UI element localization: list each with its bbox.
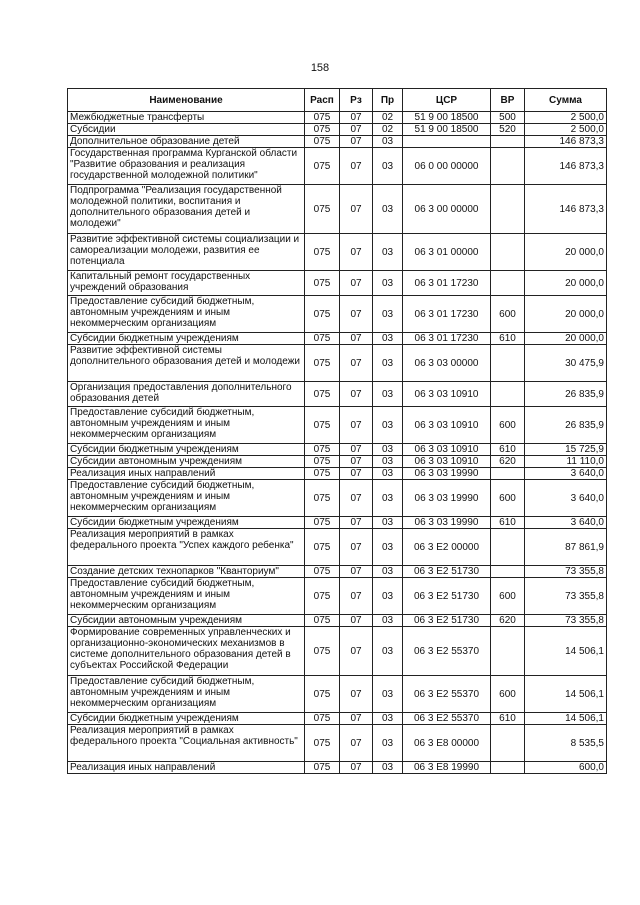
table-header-row	[68, 89, 607, 112]
cell-csr: 06 3 01 00000	[403, 234, 491, 271]
cell-vr	[491, 185, 525, 234]
cell-name: Развитие эффективной системы социализации и самореализации молодежи, развития ее потенциала	[68, 234, 305, 271]
cell-vr: 610	[491, 713, 525, 725]
cell-pr: 03	[373, 444, 403, 456]
cell-rasp: 075	[305, 529, 340, 566]
cell-sum: 146 873,3	[525, 185, 607, 234]
cell-csr: 06 3 03 00000	[403, 345, 491, 382]
cell-csr: 06 3 Е2 55370	[403, 627, 491, 676]
cell-vr: 500	[491, 112, 525, 124]
cell-sum: 600,0	[525, 762, 607, 774]
cell-csr: 51 9 00 18500	[403, 112, 491, 124]
cell-name: Предоставление субсидий бюджетным, автономным учреждениям и иным некоммерческим организациям	[68, 407, 305, 444]
cell-vr	[491, 762, 525, 774]
cell-name: Реализация мероприятий в рамках федерального проекта "Социальная активность"	[68, 725, 305, 762]
cell-name: Государственная программа Курганской области "Развитие образования и реализация государственной молодежной политики"	[68, 148, 305, 185]
cell-sum: 14 506,1	[525, 713, 607, 725]
cell-rasp: 075	[305, 468, 340, 480]
cell-name: Создание детских технопарков "Кванториум"	[68, 566, 305, 578]
column-header-csr: ЦСР	[403, 89, 491, 112]
cell-rz: 07	[340, 713, 373, 725]
cell-rasp: 075	[305, 444, 340, 456]
cell-rasp: 075	[305, 762, 340, 774]
cell-sum: 2 500,0	[525, 124, 607, 136]
cell-csr: 06 3 03 10910	[403, 456, 491, 468]
cell-name: Субсидии бюджетным учреждениям	[68, 517, 305, 529]
cell-name: Развитие эффективной системы дополнительного образования детей и молодежи	[68, 345, 305, 382]
cell-pr: 03	[373, 713, 403, 725]
cell-rasp: 075	[305, 333, 340, 345]
cell-vr: 520	[491, 124, 525, 136]
table-row	[68, 148, 607, 185]
cell-name: Субсидии бюджетным учреждениям	[68, 333, 305, 345]
cell-name: Межбюджетные трансферты	[68, 112, 305, 124]
cell-vr: 610	[491, 333, 525, 345]
cell-sum: 146 873,3	[525, 136, 607, 148]
cell-pr: 02	[373, 112, 403, 124]
cell-pr: 03	[373, 676, 403, 713]
cell-vr: 610	[491, 444, 525, 456]
cell-csr: 06 3 Е2 51730	[403, 566, 491, 578]
cell-name: Субсидии бюджетным учреждениям	[68, 713, 305, 725]
cell-sum: 20 000,0	[525, 234, 607, 271]
cell-rz: 07	[340, 444, 373, 456]
table-row	[68, 480, 607, 517]
cell-vr	[491, 148, 525, 185]
cell-rasp: 075	[305, 234, 340, 271]
cell-rz: 07	[340, 517, 373, 529]
cell-vr	[491, 566, 525, 578]
cell-sum: 3 640,0	[525, 480, 607, 517]
cell-name: Подпрограмма "Реализация государственной молодежной политики, воспитания и дополнительного образования детей и молодежи"	[68, 185, 305, 234]
cell-rasp: 075	[305, 725, 340, 762]
table-row	[68, 296, 607, 333]
cell-csr	[403, 136, 491, 148]
cell-rasp: 075	[305, 676, 340, 713]
table-body	[68, 112, 607, 774]
cell-csr: 06 3 Е8 00000	[403, 725, 491, 762]
column-header-vr: ВР	[491, 89, 525, 112]
cell-name: Формирование современных управленческих и организационно-экономических механизмов в системе дополнительного образования детей в субъектах Российской Федерации	[68, 627, 305, 676]
cell-vr: 600	[491, 480, 525, 517]
cell-csr: 06 3 00 00000	[403, 185, 491, 234]
cell-vr: 610	[491, 517, 525, 529]
cell-name: Субсидии автономным учреждениям	[68, 615, 305, 627]
cell-rz: 07	[340, 480, 373, 517]
cell-csr: 06 3 Е2 51730	[403, 615, 491, 627]
cell-rasp: 075	[305, 148, 340, 185]
cell-name: Субсидии бюджетным учреждениям	[68, 444, 305, 456]
cell-rz: 07	[340, 615, 373, 627]
cell-rz: 07	[340, 725, 373, 762]
cell-csr: 06 3 03 10910	[403, 407, 491, 444]
cell-pr: 03	[373, 517, 403, 529]
table-row	[68, 725, 607, 762]
cell-rz: 07	[340, 345, 373, 382]
cell-name: Предоставление субсидий бюджетным, автономным учреждениям и иным некоммерческим организациям	[68, 480, 305, 517]
column-header-pr: Пр	[373, 89, 403, 112]
column-header-name: Наименование	[68, 89, 305, 112]
cell-pr: 03	[373, 148, 403, 185]
cell-sum: 3 640,0	[525, 517, 607, 529]
table-row	[68, 124, 607, 136]
table-row	[68, 444, 607, 456]
cell-sum: 14 506,1	[525, 627, 607, 676]
cell-sum: 14 506,1	[525, 676, 607, 713]
cell-csr: 06 3 03 19990	[403, 517, 491, 529]
cell-vr	[491, 345, 525, 382]
cell-sum: 20 000,0	[525, 271, 607, 296]
cell-sum: 15 725,9	[525, 444, 607, 456]
cell-name: Предоставление субсидий бюджетным, автономным учреждениям и иным некоммерческим организациям	[68, 296, 305, 333]
cell-rz: 07	[340, 333, 373, 345]
cell-rasp: 075	[305, 566, 340, 578]
cell-vr	[491, 382, 525, 407]
cell-name: Реализация иных направлений	[68, 468, 305, 480]
table-row	[68, 566, 607, 578]
column-header-rz: Рз	[340, 89, 373, 112]
cell-rasp: 075	[305, 136, 340, 148]
cell-pr: 03	[373, 627, 403, 676]
cell-rasp: 075	[305, 627, 340, 676]
cell-name: Дополнительное образование детей	[68, 136, 305, 148]
table-row	[68, 529, 607, 566]
cell-pr: 03	[373, 566, 403, 578]
cell-rz: 07	[340, 112, 373, 124]
cell-name: Субсидии	[68, 124, 305, 136]
cell-rz: 07	[340, 566, 373, 578]
cell-csr: 06 3 Е2 00000	[403, 529, 491, 566]
cell-rz: 07	[340, 382, 373, 407]
cell-name: Субсидии автономным учреждениям	[68, 456, 305, 468]
cell-sum: 73 355,8	[525, 566, 607, 578]
cell-sum: 3 640,0	[525, 468, 607, 480]
cell-rz: 07	[340, 234, 373, 271]
cell-vr	[491, 234, 525, 271]
table-row	[68, 234, 607, 271]
cell-rasp: 075	[305, 185, 340, 234]
cell-rz: 07	[340, 124, 373, 136]
cell-pr: 02	[373, 124, 403, 136]
cell-rasp: 075	[305, 480, 340, 517]
cell-csr: 06 3 03 10910	[403, 444, 491, 456]
table-row	[68, 615, 607, 627]
cell-vr: 600	[491, 676, 525, 713]
table-row	[68, 456, 607, 468]
table-row	[68, 578, 607, 615]
cell-sum: 20 000,0	[525, 296, 607, 333]
cell-rz: 07	[340, 296, 373, 333]
cell-pr: 03	[373, 333, 403, 345]
cell-vr	[491, 468, 525, 480]
cell-rz: 07	[340, 468, 373, 480]
cell-rz: 07	[340, 185, 373, 234]
cell-rasp: 075	[305, 296, 340, 333]
cell-rz: 07	[340, 627, 373, 676]
cell-sum: 87 861,9	[525, 529, 607, 566]
cell-pr: 03	[373, 762, 403, 774]
cell-rz: 07	[340, 529, 373, 566]
table-row	[68, 627, 607, 676]
cell-pr: 03	[373, 725, 403, 762]
cell-csr: 06 3 03 10910	[403, 382, 491, 407]
cell-csr: 06 0 00 00000	[403, 148, 491, 185]
cell-rasp: 075	[305, 713, 340, 725]
cell-vr: 600	[491, 578, 525, 615]
cell-name: Организация предоставления дополнительного образования детей	[68, 382, 305, 407]
cell-sum: 8 535,5	[525, 725, 607, 762]
table-row	[68, 517, 607, 529]
cell-pr: 03	[373, 234, 403, 271]
table-row	[68, 185, 607, 234]
cell-rasp: 075	[305, 517, 340, 529]
table-row	[68, 713, 607, 725]
cell-rz: 07	[340, 271, 373, 296]
cell-rz: 07	[340, 762, 373, 774]
cell-rasp: 075	[305, 578, 340, 615]
table-row	[68, 762, 607, 774]
table-row	[68, 136, 607, 148]
cell-csr: 06 3 Е2 55370	[403, 713, 491, 725]
cell-vr: 620	[491, 456, 525, 468]
cell-pr: 03	[373, 529, 403, 566]
cell-pr: 03	[373, 407, 403, 444]
cell-sum: 20 000,0	[525, 333, 607, 345]
cell-vr	[491, 136, 525, 148]
cell-csr: 06 3 01 17230	[403, 296, 491, 333]
cell-csr: 06 3 Е2 51730	[403, 578, 491, 615]
cell-rz: 07	[340, 578, 373, 615]
cell-vr: 600	[491, 296, 525, 333]
cell-sum: 73 355,8	[525, 578, 607, 615]
cell-pr: 03	[373, 185, 403, 234]
cell-rasp: 075	[305, 407, 340, 444]
cell-sum: 2 500,0	[525, 112, 607, 124]
cell-pr: 03	[373, 578, 403, 615]
table-row	[68, 112, 607, 124]
table-row	[68, 271, 607, 296]
cell-rasp: 075	[305, 382, 340, 407]
table-row	[68, 468, 607, 480]
cell-name: Реализация иных направлений	[68, 762, 305, 774]
cell-pr: 03	[373, 382, 403, 407]
cell-name: Предоставление субсидий бюджетным, автономным учреждениям и иным некоммерческим организациям	[68, 578, 305, 615]
table-row	[68, 345, 607, 382]
cell-pr: 03	[373, 345, 403, 382]
cell-pr: 03	[373, 468, 403, 480]
cell-pr: 03	[373, 456, 403, 468]
column-header-sum: Сумма	[525, 89, 607, 112]
cell-sum: 146 873,3	[525, 148, 607, 185]
cell-sum: 11 110,0	[525, 456, 607, 468]
cell-rasp: 075	[305, 456, 340, 468]
page-number: 158	[310, 62, 330, 74]
cell-name: Предоставление субсидий бюджетным, автономным учреждениям и иным некоммерческим организациям	[68, 676, 305, 713]
cell-pr: 03	[373, 615, 403, 627]
cell-rz: 07	[340, 676, 373, 713]
cell-csr: 51 9 00 18500	[403, 124, 491, 136]
column-header-rasp: Расп	[305, 89, 340, 112]
cell-csr: 06 3 01 17230	[403, 271, 491, 296]
cell-rasp: 075	[305, 271, 340, 296]
cell-pr: 03	[373, 271, 403, 296]
cell-rasp: 075	[305, 124, 340, 136]
table-row	[68, 382, 607, 407]
cell-sum: 30 475,9	[525, 345, 607, 382]
cell-name: Реализация мероприятий в рамках федерального проекта "Успех каждого ребенка"	[68, 529, 305, 566]
table-row	[68, 333, 607, 345]
budget-table	[67, 88, 607, 774]
cell-sum: 26 835,9	[525, 382, 607, 407]
cell-pr: 03	[373, 296, 403, 333]
table-row	[68, 407, 607, 444]
cell-vr	[491, 529, 525, 566]
cell-rz: 07	[340, 456, 373, 468]
cell-vr	[491, 725, 525, 762]
cell-rasp: 075	[305, 345, 340, 382]
cell-name: Капитальный ремонт государственных учреждений образования	[68, 271, 305, 296]
table-row	[68, 676, 607, 713]
cell-pr: 03	[373, 480, 403, 517]
cell-csr: 06 3 Е8 19990	[403, 762, 491, 774]
cell-vr	[491, 627, 525, 676]
cell-csr: 06 3 03 19990	[403, 480, 491, 517]
cell-rz: 07	[340, 136, 373, 148]
cell-sum: 26 835,9	[525, 407, 607, 444]
cell-csr: 06 3 01 17230	[403, 333, 491, 345]
cell-vr	[491, 271, 525, 296]
cell-rasp: 075	[305, 615, 340, 627]
cell-rz: 07	[340, 148, 373, 185]
cell-pr: 03	[373, 136, 403, 148]
cell-vr: 600	[491, 407, 525, 444]
cell-csr: 06 3 Е2 55370	[403, 676, 491, 713]
cell-rz: 07	[340, 407, 373, 444]
cell-rasp: 075	[305, 112, 340, 124]
cell-sum: 73 355,8	[525, 615, 607, 627]
cell-vr: 620	[491, 615, 525, 627]
cell-csr: 06 3 03 19990	[403, 468, 491, 480]
